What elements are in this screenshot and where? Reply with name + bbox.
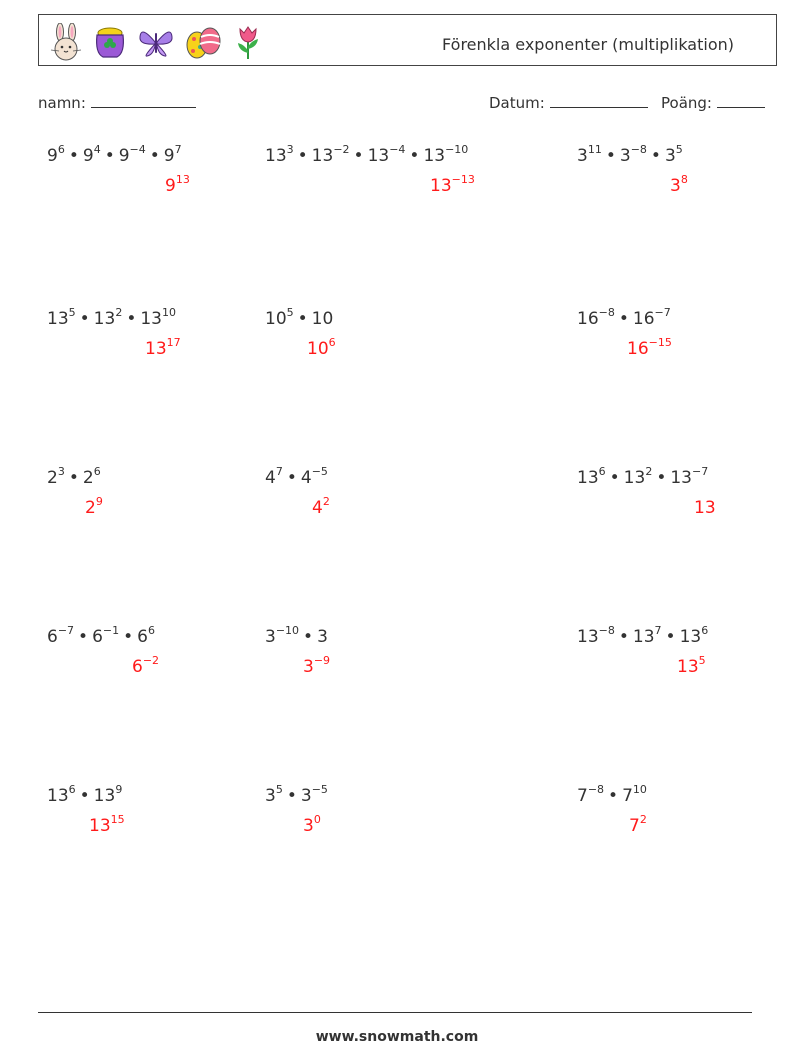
exponent: −8 xyxy=(630,143,647,156)
problem-item xyxy=(577,143,794,226)
power-term: $10^5$ xyxy=(265,306,294,329)
exponent: 4 xyxy=(93,143,101,156)
date-field xyxy=(489,93,648,112)
power-term: $7^{10}$ xyxy=(622,783,647,806)
multiply-dot: • xyxy=(68,468,79,488)
answer xyxy=(430,173,475,196)
exponent: −7 xyxy=(57,624,75,637)
power-term: $3^5$ xyxy=(664,143,683,166)
problem-expression xyxy=(265,783,328,806)
problem-item xyxy=(265,465,525,548)
power-term: $3^{11}$ xyxy=(577,143,602,166)
multiply-dot: • xyxy=(286,786,297,806)
butterfly-icon xyxy=(137,23,175,61)
problem-expression xyxy=(47,624,155,647)
problem-expression xyxy=(265,306,334,329)
exponent: 9 xyxy=(115,783,123,796)
multiply-dot: • xyxy=(79,309,90,329)
power-term: $13^6$ xyxy=(679,624,709,647)
power-term: $6^{-1}$ xyxy=(92,624,120,647)
answer xyxy=(627,336,672,359)
problem-expression xyxy=(47,465,101,488)
answer xyxy=(145,336,181,359)
score-field xyxy=(661,93,765,112)
answer-power: $3^0$ xyxy=(303,813,321,836)
exponent: −8 xyxy=(598,624,615,637)
power-term: $13^{10}$ xyxy=(140,306,176,329)
answer-power: $9^{13}$ xyxy=(165,173,190,196)
exponent: 6 xyxy=(701,624,709,637)
power-term: 10 xyxy=(311,309,334,329)
answer-power: $13^{15}$ xyxy=(89,813,125,836)
exponent: 2 xyxy=(322,495,330,508)
multiply-dot: • xyxy=(665,627,676,647)
power-term: $7^{-8}$ xyxy=(577,783,605,806)
footer-url: www.snowmath.com xyxy=(315,1029,479,1045)
power-term: $2^3$ xyxy=(47,465,65,488)
answer-power: $4^2$ xyxy=(312,495,330,518)
power-term: 3 xyxy=(317,627,328,647)
multiply-dot: • xyxy=(650,146,661,166)
power-term: $13^7$ xyxy=(632,624,662,647)
name-line xyxy=(91,93,196,108)
multiply-dot: • xyxy=(609,468,620,488)
power-term: $13^6$ xyxy=(47,783,76,806)
exponent: 5 xyxy=(675,143,683,156)
worksheet-title: Förenkla exponenter (multiplikation) xyxy=(442,35,734,54)
multiply-dot: • xyxy=(79,786,90,806)
power-term: $2^6$ xyxy=(82,465,101,488)
problem-expression xyxy=(47,306,176,329)
exponent: 6 xyxy=(147,624,155,637)
score-label: Poäng: xyxy=(661,94,712,112)
date-line xyxy=(550,93,648,108)
power-term: $3^{-10}$ xyxy=(265,624,300,647)
power-term: $13^3$ xyxy=(265,143,294,166)
easter-egg-icon xyxy=(183,23,223,61)
power-term: $13^6$ xyxy=(577,465,606,488)
tulip-icon xyxy=(231,23,265,61)
problem-expression xyxy=(47,783,123,806)
date-label: Datum: xyxy=(489,94,545,112)
power-term: $13^{-10}$ xyxy=(423,143,469,166)
exponent: −1 xyxy=(102,624,120,637)
problem-item xyxy=(265,624,525,707)
exponent: 8 xyxy=(680,173,688,186)
exponent: 3 xyxy=(57,465,65,478)
power-term: $13^{-4}$ xyxy=(367,143,406,166)
multiply-dot: • xyxy=(286,468,297,488)
exponent: −7 xyxy=(654,306,671,319)
pot-of-gold-icon xyxy=(91,23,129,61)
answer-power: $13^{-13}$ xyxy=(430,173,475,196)
problem-item xyxy=(577,783,794,866)
power-term: $13^{-2}$ xyxy=(311,143,350,166)
answer-power: $2^9$ xyxy=(85,495,103,518)
problem-expression xyxy=(47,143,182,166)
multiply-dot: • xyxy=(126,309,137,329)
exponent: 6 xyxy=(93,465,101,478)
problem-expression xyxy=(577,465,709,488)
problem-item xyxy=(577,624,794,707)
answer xyxy=(303,654,331,677)
exponent: 9 xyxy=(95,495,103,508)
problem-expression xyxy=(265,143,469,166)
power-term: $3^{-5}$ xyxy=(300,783,328,806)
answer xyxy=(307,336,336,359)
answer xyxy=(312,495,330,518)
answer xyxy=(694,498,716,518)
power-term: $16^{-8}$ xyxy=(577,306,615,329)
exponent: 10 xyxy=(632,783,647,796)
exponent: 5 xyxy=(68,306,76,319)
exponent: 6 xyxy=(328,336,336,349)
multiply-dot: • xyxy=(605,146,616,166)
exponent: −5 xyxy=(311,783,328,796)
bunny-icon xyxy=(47,23,85,61)
multiply-dot: • xyxy=(104,146,115,166)
problem-item xyxy=(577,465,794,548)
problem-item xyxy=(265,143,525,226)
exponent: −10 xyxy=(445,143,469,156)
score-line xyxy=(717,93,765,108)
power-term: $4^7$ xyxy=(265,465,283,488)
power-term: $13^5$ xyxy=(47,306,76,329)
problem-expression xyxy=(577,624,709,647)
exponent: −13 xyxy=(451,173,475,186)
multiply-dot: • xyxy=(297,309,308,329)
problem-item xyxy=(577,306,794,389)
power-term: $13^2$ xyxy=(93,306,123,329)
answer xyxy=(677,654,706,677)
power-term: $6^6$ xyxy=(137,624,155,647)
exponent: 3 xyxy=(286,143,294,156)
exponent: −5 xyxy=(311,465,328,478)
exponent: 5 xyxy=(698,654,706,667)
exponent: −15 xyxy=(648,336,672,349)
exponent: 6 xyxy=(598,465,606,478)
exponent: 7 xyxy=(275,465,283,478)
exponent: −4 xyxy=(129,143,146,156)
exponent: 2 xyxy=(639,813,647,826)
power-term: $9^4$ xyxy=(82,143,101,166)
answer xyxy=(89,813,125,836)
multiply-dot: • xyxy=(68,146,79,166)
multiply-dot: • xyxy=(409,146,420,166)
power-term: $16^{-7}$ xyxy=(632,306,671,329)
power-term: $13^{-8}$ xyxy=(577,624,615,647)
power-term: $9^{-4}$ xyxy=(118,143,146,166)
exponent: 10 xyxy=(161,306,176,319)
answer xyxy=(629,813,647,836)
exponent: 7 xyxy=(654,624,662,637)
exponent: 11 xyxy=(587,143,602,156)
exponent: 13 xyxy=(175,173,190,186)
exponent: −8 xyxy=(598,306,615,319)
answer-power: $13^5$ xyxy=(677,654,706,677)
power-term: $13^9$ xyxy=(93,783,123,806)
exponent: −9 xyxy=(313,654,331,667)
power-term: $6^{-7}$ xyxy=(47,624,75,647)
power-term: $4^{-5}$ xyxy=(300,465,328,488)
answer xyxy=(132,654,160,677)
name-field xyxy=(38,93,196,112)
exponent: 5 xyxy=(286,306,294,319)
exponent: −4 xyxy=(389,143,406,156)
problem-expression xyxy=(577,306,671,329)
exponent: 6 xyxy=(57,143,65,156)
exponent: −2 xyxy=(142,654,160,667)
exponent: 7 xyxy=(174,143,182,156)
problem-expression xyxy=(265,465,328,488)
answer-power: $13^{17}$ xyxy=(145,336,181,359)
exponent: 15 xyxy=(110,813,125,826)
answer-power: $3^8$ xyxy=(670,173,688,196)
problem-item xyxy=(265,306,525,389)
exponent: −7 xyxy=(691,465,709,478)
multiply-dot: • xyxy=(353,146,364,166)
multiply-dot: • xyxy=(618,627,629,647)
exponent: −10 xyxy=(275,624,300,637)
multiply-dot: • xyxy=(123,627,134,647)
power-term: $3^{-8}$ xyxy=(619,143,647,166)
problem-expression xyxy=(577,143,683,166)
multiply-dot: • xyxy=(618,309,629,329)
exponent: 0 xyxy=(313,813,321,826)
power-term: $9^6$ xyxy=(47,143,65,166)
multiply-dot: • xyxy=(149,146,160,166)
exponent: 17 xyxy=(166,336,181,349)
multiply-dot: • xyxy=(608,786,619,806)
problem-expression xyxy=(265,624,328,647)
answer-power: $16^{-15}$ xyxy=(627,336,672,359)
exponent: 2 xyxy=(115,306,123,319)
problem-expression xyxy=(577,783,647,806)
answer-power: 13 xyxy=(694,498,716,518)
footer-divider xyxy=(38,1012,752,1013)
exponent: −8 xyxy=(587,783,605,796)
answer xyxy=(165,173,190,196)
multiply-dot: • xyxy=(656,468,667,488)
answer-power: $7^2$ xyxy=(629,813,647,836)
multiply-dot: • xyxy=(297,146,308,166)
answer xyxy=(85,495,103,518)
exponent: 2 xyxy=(645,465,653,478)
problem-item xyxy=(265,783,525,866)
exponent: 6 xyxy=(68,783,76,796)
power-term: $3^5$ xyxy=(265,783,283,806)
answer xyxy=(670,173,688,196)
power-term: $13^{-7}$ xyxy=(670,465,709,488)
answer-power: $6^{-2}$ xyxy=(132,654,160,677)
answer-power: $3^{-9}$ xyxy=(303,654,331,677)
answer xyxy=(303,813,321,836)
name-label: namn: xyxy=(38,94,86,112)
answer-power: $10^6$ xyxy=(307,336,336,359)
exponent: 5 xyxy=(275,783,283,796)
worksheet-header xyxy=(38,14,777,66)
multiply-dot: • xyxy=(303,627,314,647)
exponent: −2 xyxy=(333,143,350,156)
multiply-dot: • xyxy=(78,627,89,647)
power-term: $9^7$ xyxy=(163,143,182,166)
power-term: $13^2$ xyxy=(623,465,653,488)
